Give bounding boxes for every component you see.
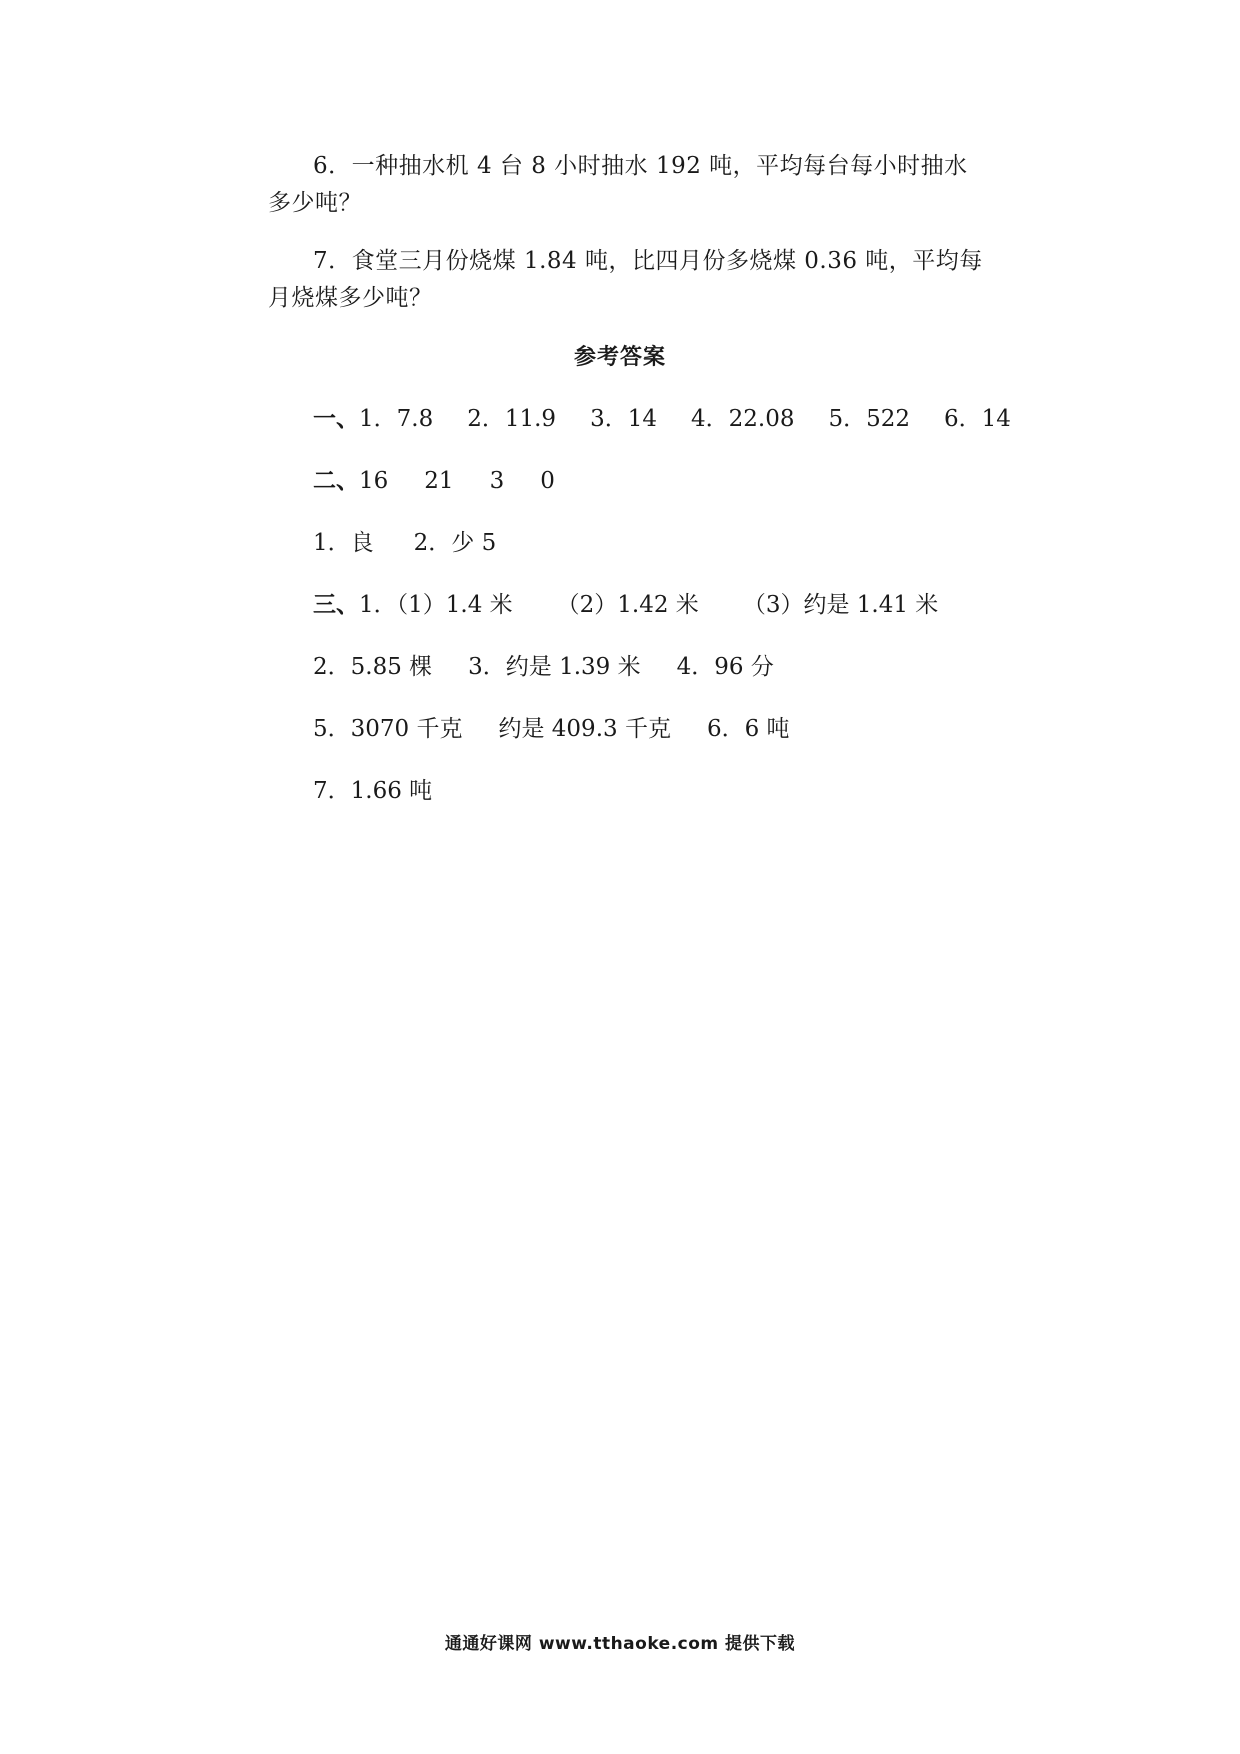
- section-label: 一、: [313, 405, 359, 432]
- answer-key-title: 参考答案: [573, 344, 666, 370]
- answer-line-4: [313, 590, 938, 620]
- answer-item: 3．约是 1.39 米: [468, 654, 641, 680]
- answer-item: 1．良: [313, 530, 374, 556]
- answer-item: 6．14: [944, 406, 1011, 432]
- answer-item: 4．22.08: [690, 406, 795, 432]
- answer-item: 16: [359, 468, 389, 494]
- answer-line-6: [313, 714, 790, 744]
- answer-line-2: [313, 466, 555, 496]
- answer-item: 0: [540, 468, 555, 494]
- answer-line-3: [313, 528, 496, 558]
- section-label: 三、: [313, 591, 359, 618]
- answer-item: 3．14: [590, 406, 657, 432]
- answer-item: 5．3070 千克: [313, 716, 463, 742]
- answer-item: 3: [489, 468, 505, 494]
- answer-item: 21: [424, 468, 454, 494]
- page-footer: 通通好课网 www.tthaoke.com 提供下载: [444, 1634, 796, 1654]
- answer-item: 7．1.66 吨: [313, 778, 433, 804]
- answer-item: 2．少 5: [413, 530, 497, 556]
- answer-item: 约是 409.3 千克: [498, 716, 671, 742]
- section-label: 二、: [313, 467, 359, 494]
- answer-line-5: [313, 652, 774, 682]
- answer-item: 4．96 分: [676, 654, 774, 680]
- answer-item: 1．（1）1.4 米: [359, 592, 513, 618]
- problem-6: 6．一种抽水机 4 台 8 小时抽水 192 吨，平均每台每小时抽水多少吨？: [268, 153, 968, 216]
- answer-item: （2）1.42 米: [556, 592, 699, 618]
- answer-line-7: [313, 776, 432, 806]
- answer-item: 1．7.8: [359, 406, 434, 432]
- problem-7: 7．食堂三月份烧煤 1.84 吨，比四月份多烧煤 0.36 吨，平均每月烧煤多少吨？: [268, 248, 983, 311]
- answer-item: 2．11.9: [467, 406, 557, 432]
- answer-item: （3）约是 1.41 米: [742, 592, 939, 618]
- answer-item: 6．6 吨: [706, 716, 790, 742]
- answer-line-1: [313, 404, 1011, 434]
- answer-item: 5．522: [828, 406, 911, 432]
- answer-item: 2．5.85 棵: [313, 654, 433, 680]
